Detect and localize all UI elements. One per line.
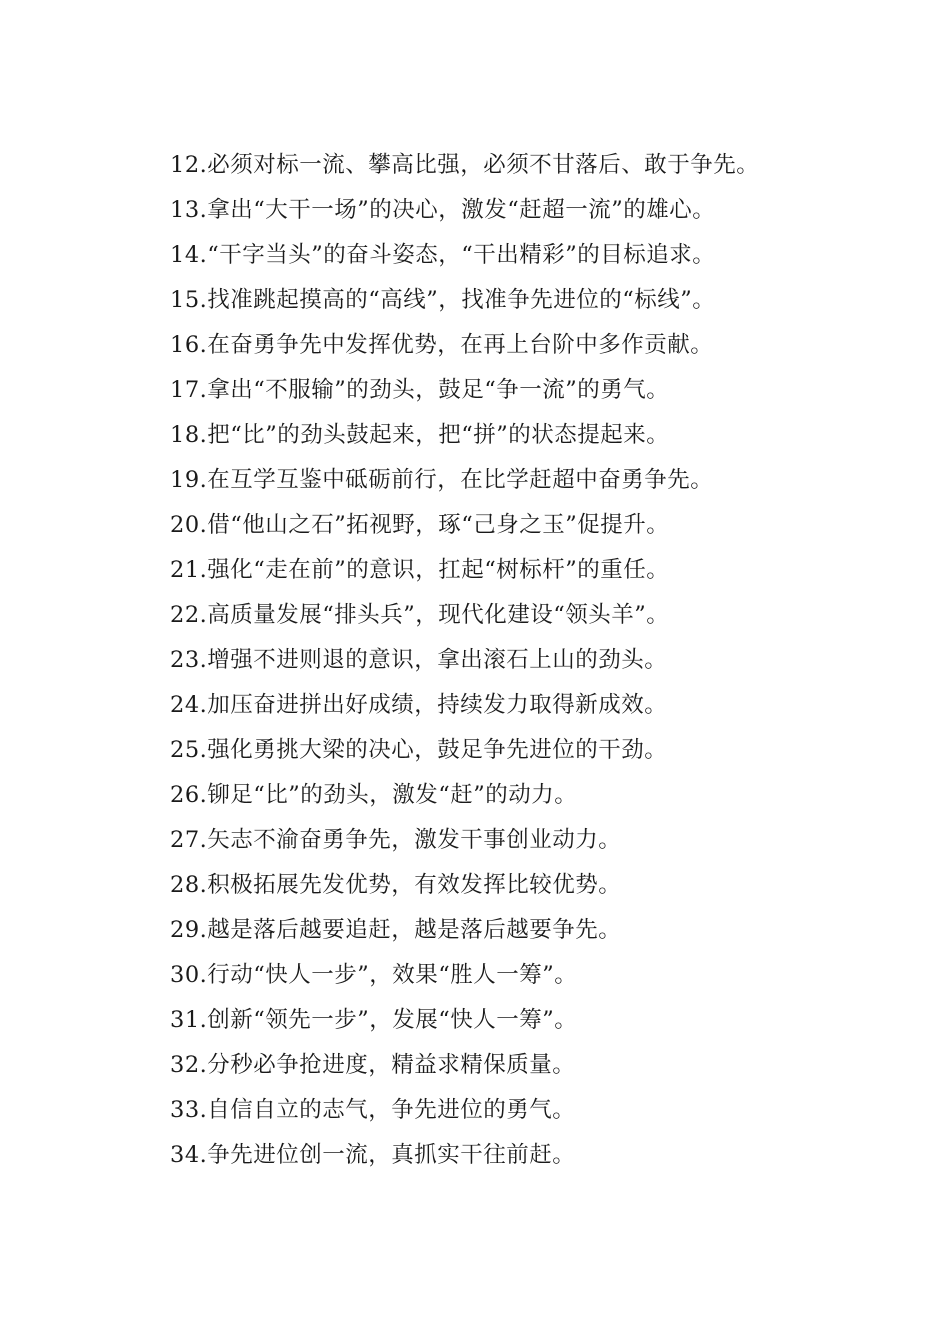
list-item — [170, 368, 930, 413]
item-text: 加压奋进拼出好成绩，持续发力取得新成效。 — [207, 692, 668, 718]
item-number: 17. — [170, 377, 208, 403]
list-item — [170, 953, 930, 998]
item-text: 拿出“大干一场”的决心，激发“赶超一流”的雄心。 — [207, 197, 716, 223]
list-item — [170, 548, 930, 593]
item-text: 强化勇挑大梁的决心，鼓足争先进位的干劲。 — [207, 737, 668, 763]
item-number: 20. — [170, 512, 208, 538]
item-text: 必须对标一流、攀高比强，必须不甘落后、敢于争先。 — [207, 152, 760, 178]
item-text: 积极拓展先发优势，有效发挥比较优势。 — [207, 872, 622, 898]
item-text: 借“他山之石”拓视野，琢“己身之玉”促提升。 — [207, 512, 670, 538]
list-item — [170, 143, 930, 188]
item-text: 行动“快人一步”，效果“胜人一筹”。 — [207, 962, 578, 988]
item-number: 18. — [170, 422, 208, 448]
item-number: 22. — [170, 602, 208, 628]
item-text: 自信自立的志气，争先进位的勇气。 — [207, 1097, 576, 1123]
item-number: 14. — [170, 242, 208, 268]
item-number: 27. — [170, 827, 208, 853]
item-number: 16. — [170, 332, 208, 358]
item-number: 26. — [170, 782, 208, 808]
item-number: 29. — [170, 917, 208, 943]
list-item — [170, 728, 930, 773]
item-text: 争先进位创一流，真抓实干往前赶。 — [207, 1142, 576, 1168]
item-number: 30. — [170, 962, 208, 988]
item-number: 28. — [170, 872, 208, 898]
item-text: 拿出“不服输”的劲头，鼓足“争一流”的勇气。 — [207, 377, 670, 403]
numbered-list — [170, 143, 930, 1178]
item-text: 越是落后越要追赶，越是落后越要争先。 — [207, 917, 622, 943]
item-text: “干字当头”的奋斗姿态，“干出精彩”的目标追求。 — [207, 242, 716, 268]
item-text: 分秒必争抢进度，精益求精保质量。 — [207, 1052, 576, 1078]
item-number: 32. — [170, 1052, 208, 1078]
item-number: 13. — [170, 197, 208, 223]
item-text: 矢志不渝奋勇争先，激发干事创业动力。 — [207, 827, 622, 853]
item-number: 23. — [170, 647, 208, 673]
list-item — [170, 503, 930, 548]
list-item — [170, 908, 930, 953]
item-text: 在奋勇争先中发挥优势，在再上台阶中多作贡献。 — [207, 332, 714, 358]
item-number: 19. — [170, 467, 208, 493]
list-item — [170, 638, 930, 683]
list-item — [170, 188, 930, 233]
item-text: 找准跳起摸高的“高线”，找准争先进位的“标线”。 — [207, 287, 716, 313]
list-item — [170, 998, 930, 1043]
item-number: 34. — [170, 1142, 208, 1168]
item-number: 24. — [170, 692, 208, 718]
item-text: 在互学互鉴中砥砺前行，在比学赶超中奋勇争先。 — [207, 467, 714, 493]
item-text: 增强不进则退的意识，拿出滚石上山的劲头。 — [207, 647, 668, 673]
list-item — [170, 233, 930, 278]
list-item — [170, 413, 930, 458]
item-text: 铆足“比”的劲头，激发“赶”的动力。 — [207, 782, 578, 808]
list-item — [170, 1043, 930, 1088]
item-number: 21. — [170, 557, 208, 583]
item-text: 高质量发展“排头兵”，现代化建设“领头羊”。 — [207, 602, 670, 628]
item-text: 把“比”的劲头鼓起来，把“拼”的状态提起来。 — [207, 422, 670, 448]
item-number: 31. — [170, 1007, 208, 1033]
list-item — [170, 1133, 930, 1178]
list-item — [170, 593, 930, 638]
item-number: 25. — [170, 737, 208, 763]
list-item — [170, 818, 930, 863]
list-item — [170, 773, 930, 818]
item-text: 创新“领先一步”，发展“快人一筹”。 — [207, 1007, 578, 1033]
list-item — [170, 278, 930, 323]
item-text: 强化“走在前”的意识，扛起“树标杆”的重任。 — [207, 557, 670, 583]
item-number: 12. — [170, 152, 208, 178]
list-item — [170, 323, 930, 368]
list-item — [170, 683, 930, 728]
item-number: 33. — [170, 1097, 208, 1123]
list-item — [170, 863, 930, 908]
item-number: 15. — [170, 287, 208, 313]
list-item — [170, 1088, 930, 1133]
list-item — [170, 458, 930, 503]
